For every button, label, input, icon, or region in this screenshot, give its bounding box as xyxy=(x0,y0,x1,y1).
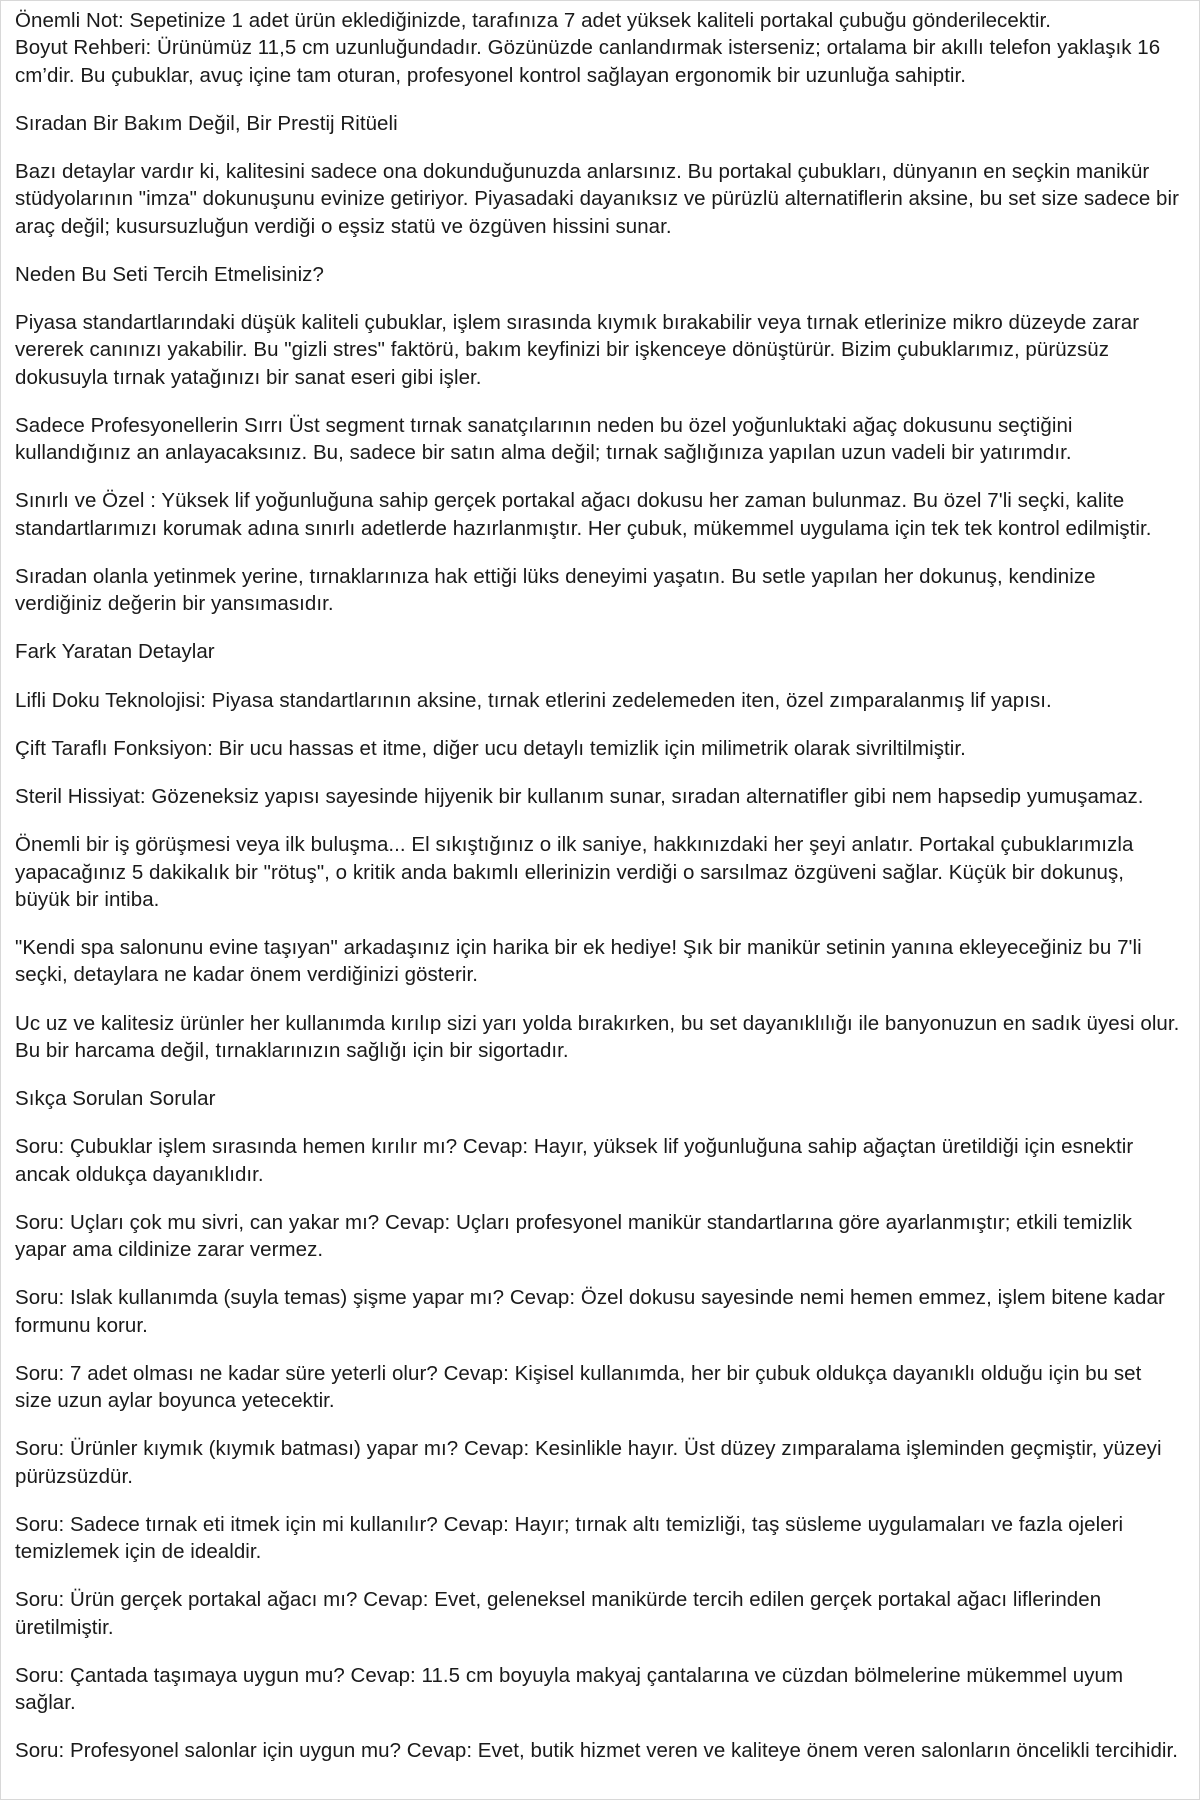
paragraph-gift-idea: "Kendi spa salonunu evine taşıyan" arkadaşınız için harika bir ek hediye! Şık bir manikür setinin yanına ekleyeceğiniz bu 7'li seçki, detaylara ne kadar önem verdiğinizi gösterir. xyxy=(15,936,1148,987)
paragraph-low-quality: Piyasa standartlarındaki düşük kaliteli çubuklar, işlem sırasında kıymık bırakabilir veya tırnak etlerinize mikro düzeyde zarar vererek canınızı yakabilir. Bu "gizli stres" faktörü, bakım keyfinizi bir işkenceye dönüştürür. Bizim çubuklarımız, pürüzsüz dokusuyla tırnak yatağınızı bir sanat eseri gibi işler. xyxy=(15,311,1145,389)
faq-usage-scope: Soru: Sadece tırnak eti itmek için mi kullanılır? Cevap: Hayır; tırnak altı temizliği, taş süsleme uygulamaları ve fazla ojeleri temizlemek için de idealdir. xyxy=(15,1512,1129,1563)
heading-differentiating-details: Fark Yaratan Detaylar xyxy=(15,640,215,664)
feature-dual-function: Çift Taraflı Fonksiyon: Bir ucu hassas et itme, diğer ucu detaylı temizlik için milimetrik olarak sivriltilmiştir. xyxy=(15,736,966,760)
heading-prestige-ritual: Sıradan Bir Bakım Değil, Bir Prestij Ritüeli xyxy=(15,111,398,135)
feature-fiber-texture: Lifli Doku Teknolojisi: Piyasa standartlarının aksine, tırnak etlerini zedelemeden iten, özel zımparalanmış lif yapısı. xyxy=(15,688,1052,712)
faq-breakage: Soru: Çubuklar işlem sırasında hemen kırılır mı? Cevap: Hayır, yüksek lif yoğunluğuna sahip ağaçtan üretildiği için esnektir ancak oldukça dayanıklıdır. xyxy=(15,1135,1140,1186)
faq-wet-use: Soru: Islak kullanımda (suyla temas) şişme yapar mı? Cevap: Özel dokusu sayesinde nemi hemen emmez, işlem bitene kadar formunu korur. xyxy=(15,1286,1171,1337)
size-guide: Boyut Rehberi: Ürünümüz 11,5 cm uzunluğundadır. Gözünüzde canlandırmak isterseniz; ortalama bir akıllı telefon yaklaşık 16 cm’dir. Bu çubuklar, avuç içine tam oturan, profesyonel kontrol sağlayan ergonomik bir uzunluğa sahiptir. xyxy=(15,36,1166,87)
faq-portability: Soru: Çantada taşımaya uygun mu? Cevap: 11.5 cm boyuyla makyaj çantalarına ve cüzdan bölmelerine mükemmel uyum sağlar. xyxy=(15,1663,1129,1714)
faq-sharp-tips: Soru: Uçları çok mu sivri, can yakar mı? Cevap: Uçları profesyonel manikür standartlarına göre ayarlanmıştır; etkili temizlik yapar ama cildinize zarar vermez. xyxy=(15,1210,1138,1261)
faq-splinters: Soru: Ürünler kıymık (kıymık batması) yapar mı? Cevap: Kesinlikle hayır. Üst düzey zımparalama işleminden geçmiştir, yüzeyi pürüzsüzdür. xyxy=(15,1437,1168,1488)
faq-duration: Soru: 7 adet olması ne kadar süre yeterli olur? Cevap: Kişisel kullanımda, her bir çubuk oldukça dayanıklı olduğu için bu set size uzun aylar boyunca yetecektir. xyxy=(15,1361,1148,1412)
paragraph-luxury-experience: Sıradan olanla yetinmek yerine, tırnaklarınıza hak ettiği lüks deneyimi yaşatın. Bu setle yapılan her dokunuş, kendinize verdiğiniz değerin bir yansımasıdır. xyxy=(15,564,1102,615)
feature-sterile-feel: Steril Hissiyat: Gözeneksiz yapısı sayesinde hijyenik bir kullanım sunar, sıradan alternatifler gibi nem hapsedip yumuşamaz. xyxy=(15,785,1144,808)
heading-why-choose: Neden Bu Seti Tercih Etmelisiniz? xyxy=(15,262,324,286)
faq-professional-salons: Soru: Profesyonel salonlar için uygun mu? Cevap: Evet, butik hizmet veren ve kaliteye önem veren salonların öncelikli tercihidir. xyxy=(15,1739,1178,1763)
paragraph-durability-insurance: Uc uz ve kalitesiz ürünler her kullanımda kırılıp sizi yarı yolda bırakırken, bu set dayanıklılığı ile banyonuzun en sadık üyesi olur. Bu bir harcama değil, tırnaklarınızın sağlığı için bir sigortadır. xyxy=(15,1011,1186,1062)
important-note: Önemli Not: Sepetinize 1 adet ürün eklediğinizde, tarafınıza 7 adet yüksek kaliteli portakal çubuğu gönderilecektir. xyxy=(15,9,1051,32)
paragraph-first-impression: Önemli bir iş görüşmesi veya ilk buluşma... El sıkıştığınız o ilk saniye, hakkınızdaki her şeyi anlatır. Portakal çubuklarımızla yapacağınız 5 dakikalık bir "rötuş", o kritik anda bakımlı ellerinizin verdiği o sarsılmaz özgüveni sağlar. Küçük bir dokunuş, büyük bir intiba. xyxy=(15,833,1140,911)
faq-real-orangewood: Soru: Ürün gerçek portakal ağacı mı? Cevap: Evet, geleneksel manikürde tercih edilen gerçek portakal ağacı liflerinden üretilmiştir. xyxy=(15,1588,1107,1639)
paragraph-details: Bazı detaylar vardır ki, kalitesini sadece ona dokunduğunuzda anlarsınız. Bu portakal çubukları, dünyanın en seçkin manikür stüdyolarının "imza" dokunuşunu evinize getiriyor. Piyasadaki dayanıksız ve pürüzlü alternatiflerin aksine, bu set size sadece bir araç değil; kusursuzluğun verdiği o eşsiz statü ve özgüven hissini sunar. xyxy=(15,160,1185,238)
paragraph-professionals-secret: Sadece Profesyonellerin Sırrı Üst segment tırnak sanatçılarının neden bu özel yoğunluktaki ağaç dokusunu seçtiğini kullandığınız an anlayacaksınız. Bu, sadece bir satın alma değil; tırnak sağlığınıza yapılan uzun vadeli bir yatırımdır. xyxy=(15,413,1079,464)
heading-faq: Sıkça Sorulan Sorular xyxy=(15,1087,216,1110)
paragraph-limited-special: Sınırlı ve Özel : Yüksek lif yoğunluğuna sahip gerçek portakal ağacı dokusu her zaman bulunmaz. Bu özel 7'li seçki, kalite standartlarımızı korumak adına sınırlı adetlerde hazırlanmıştır. Her çubuk, mükemmel uygulama için tek tek kontrol edilmiştir. xyxy=(15,489,1152,540)
